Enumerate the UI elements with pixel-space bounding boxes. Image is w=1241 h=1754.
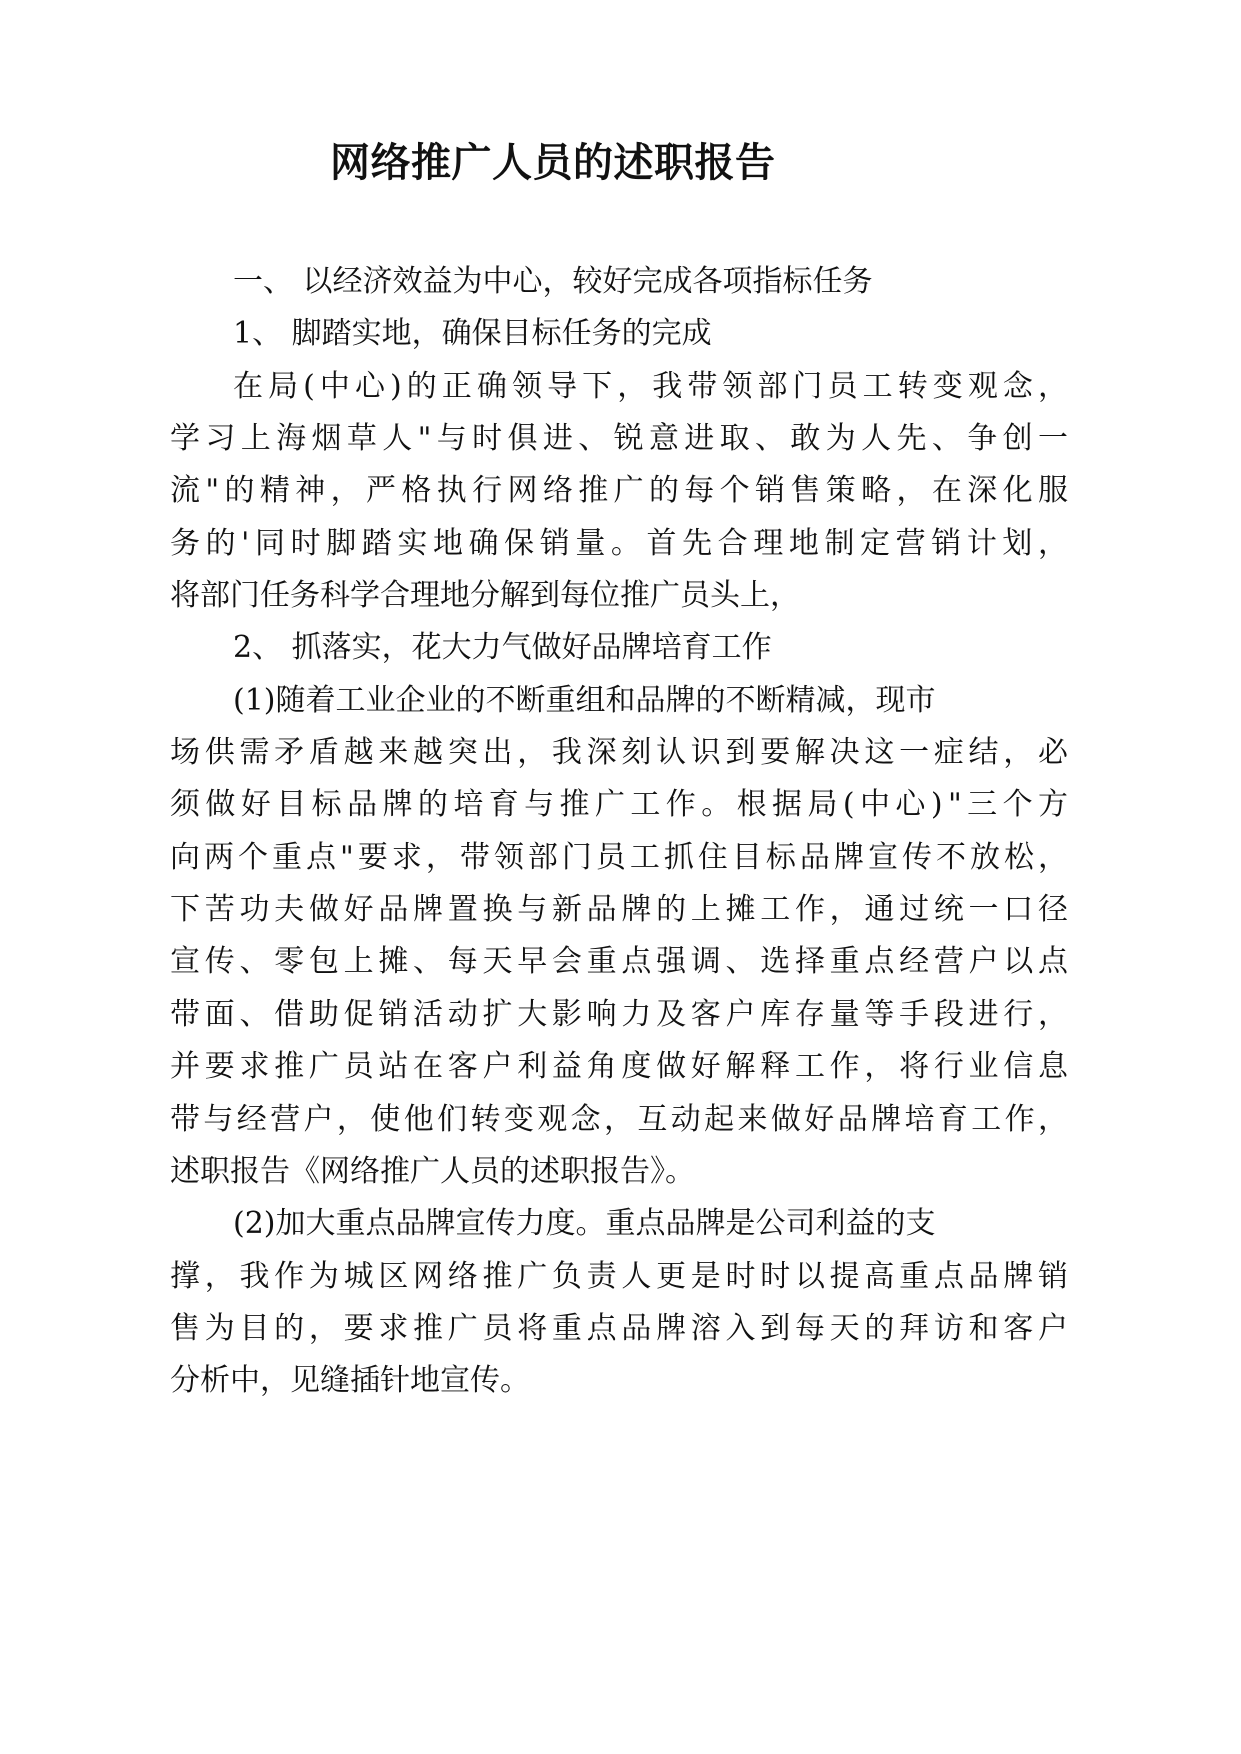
item-heading	[170, 308, 1068, 360]
paragraph-line-text: 述职报告《网络推广人员的述职报告》。	[170, 1153, 695, 1189]
paragraph-line	[170, 1251, 1073, 1303]
paragraph-line-text: 须做好目标品牌的培育与推广工作。根据局(中心)"三个方	[170, 787, 1074, 823]
paragraph-line-text: 分析中，见缝插针地宣传。	[170, 1363, 530, 1399]
paragraph-line	[170, 989, 1073, 1041]
item-heading-text: 1、 脚踏实地，确保目标任务的完成	[233, 316, 712, 352]
item-heading	[170, 622, 1068, 674]
paragraph-line	[170, 727, 1073, 779]
paragraph-line	[170, 1094, 1072, 1146]
paragraph-line-text: 带与经营户，使他们转变观念，互动起来做好品牌培育工作，	[170, 1101, 1072, 1137]
paragraph-line	[170, 1041, 1073, 1093]
paragraph-line-text: 在局(中心)的正确领导下，我带领部门员工转变观念，	[233, 368, 1074, 404]
section-heading-text: 一、 以经济效益为中心，较好完成各项指标任务	[233, 264, 873, 299]
paragraph-line-text: (1)随着工业企业的不断重组和品牌的不断精减，现市	[233, 682, 936, 718]
paragraph-line	[170, 1303, 1073, 1355]
paragraph-line-text: 下苦功夫做好品牌置换与新品牌的上摊工作，通过统一口径	[170, 892, 1073, 928]
paragraph-line-text: 将部门任务科学合理地分解到每位推广员头上，	[170, 578, 800, 614]
paragraph-line-text: 撑，我作为城区网络推广负责人更是时时以提高重点品牌销	[170, 1258, 1073, 1294]
paragraph-line	[170, 779, 1074, 831]
paragraph-line-text: 向两个重点"要求，带领部门员工抓住目标品牌宣传不放松，	[170, 839, 1072, 875]
document-title: 网络推广人员的述职报告	[330, 139, 776, 186]
document-body	[170, 256, 1074, 1408]
paragraph-line-text: 带面、借助促销活动扩大影响力及客户库存量等手段进行，	[170, 996, 1073, 1032]
paragraph-line	[170, 936, 1073, 988]
paragraph-line	[170, 518, 1074, 570]
paragraph-line	[170, 413, 1074, 465]
paragraph-line	[170, 1146, 1068, 1198]
paragraph-line-text: (2)加大重点品牌宣传力度。重点品牌是公司利益的支	[233, 1206, 936, 1242]
paragraph-line-text: 学习上海烟草人"与时俱进、锐意进取、敢为人先、争创一	[170, 421, 1074, 457]
paragraph-line-text: 宣传、零包上摊、每天早会重点强调、选择重点经营户以点	[170, 944, 1073, 980]
paragraph-line	[170, 832, 1072, 884]
paragraph-line	[170, 884, 1073, 936]
paragraph-line-text: 流"的精神，严格执行网络推广的每个销售策略，在深化服	[170, 473, 1074, 509]
paragraph-line	[170, 1198, 1068, 1250]
paragraph-line-text: 场供需矛盾越来越突出，我深刻认识到要解决这一症结，必	[170, 735, 1073, 771]
item-heading-text: 2、 抓落实，花大力气做好品牌培育工作	[233, 630, 772, 666]
paragraph-line	[170, 1355, 1068, 1407]
paragraph-line	[170, 465, 1074, 517]
section-heading	[170, 256, 1068, 308]
paragraph-line	[170, 675, 1068, 727]
paragraph-line-text: 售为目的，要求推广员将重点品牌溶入到每天的拜访和客户	[170, 1310, 1073, 1346]
paragraph-line	[170, 361, 1074, 413]
paragraph-line	[170, 570, 1068, 622]
paragraph-line-text: 并要求推广员站在客户利益角度做好解释工作，将行业信息	[170, 1049, 1073, 1085]
paragraph-line-text: 务的'同时脚踏实地确保销量。首先合理地制定营销计划，	[170, 525, 1074, 561]
